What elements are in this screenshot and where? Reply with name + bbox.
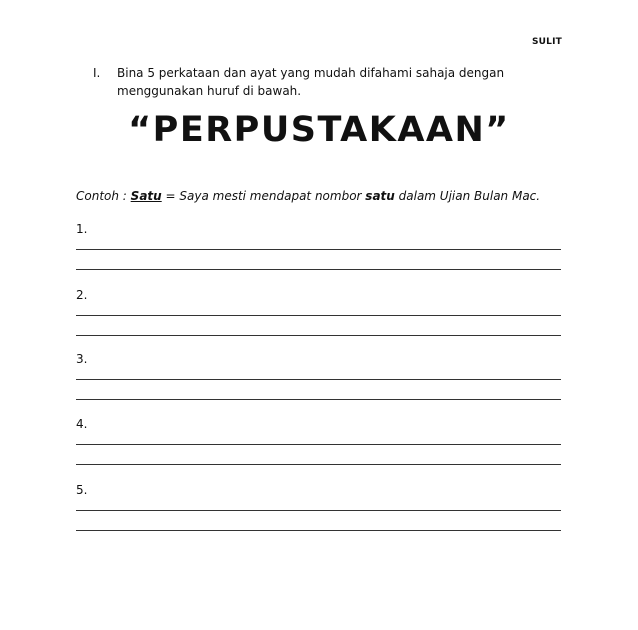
instruction-number: I. [93,66,101,80]
answer-item-4 [76,417,561,465]
answer-item-1 [76,222,561,270]
example-prefix: Contoh : [76,189,127,203]
answer-line[interactable] [76,444,561,445]
answer-line[interactable] [76,510,561,511]
answer-line[interactable] [76,269,561,270]
target-word: “PERPUSTAKAAN” [128,110,510,150]
answer-item-label: 4. [76,417,88,431]
example-sentence-after: dalam Ujian Bulan Mac. [394,189,541,203]
answer-line[interactable] [76,464,561,465]
example-sentence-keyword: satu [365,189,395,203]
answer-item-label: 1. [76,222,88,236]
answer-item-5 [76,483,561,531]
example-sentence [76,189,540,203]
classification-label: SULIT [531,37,562,47]
example-keyword: Satu [130,189,162,203]
answer-line[interactable] [76,379,561,380]
answer-item-3 [76,352,561,400]
answer-item-label: 3. [76,352,88,366]
example-sentence-before: Saya mesti mendapat nombor [179,189,366,203]
instruction [93,64,553,100]
example-equals: = [161,189,180,203]
answer-item-2 [76,288,561,336]
answer-item-label: 5. [76,483,88,497]
answer-line[interactable] [76,530,561,531]
instruction-text: Bina 5 perkataan dan ayat yang mudah difahami sahaja dengan menggunakan huruf di bawah. [117,66,505,98]
answer-line[interactable] [76,399,561,400]
answer-line[interactable] [76,335,561,336]
answer-line[interactable] [76,249,561,250]
answer-line[interactable] [76,315,561,316]
answer-item-label: 2. [76,288,88,302]
